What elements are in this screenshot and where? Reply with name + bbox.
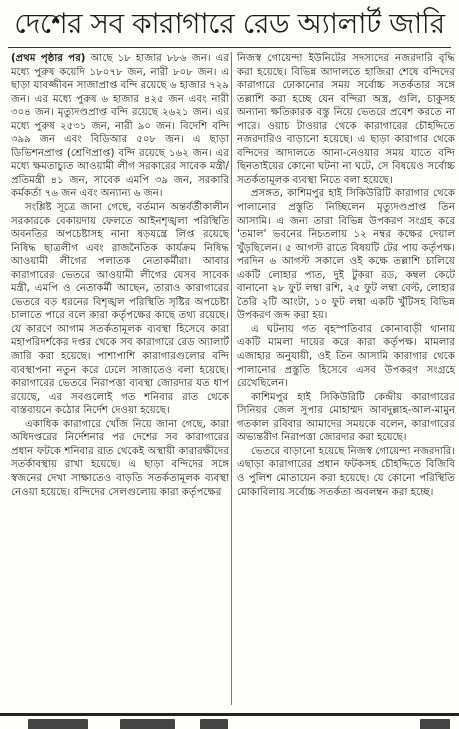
paragraph: সংশ্লিষ্ট সূত্রে জানা গেছে, বর্তমান অন্তর্বর্তীকালীন সরকারকে বেকায়দায় ফেলতে আইনশৃঙ্খলা পরিস্থিতি অবনতির অপচেষ্টাসহ নানা ষড়যন্ত্রে লিপ্ত রয়েছে নিষিদ্ধ ছাত্রলীগ এবং রাজনৈতিক কার্যক্রম নিষিদ্ধ আওয়ামী লীগের পলাতক নেতাকর্মীরা। আবার কারাগারের ভেতরে আওয়ামী লীগের যেসব সাবেক মন্ত্রী, এমপি ও নেতাকর্মী আছেন, তারাও কারাগারের ভেতরে বড় ধরনের বিশৃঙ্খল পরিস্থিতি সৃষ্টির অপচেষ্টা চালাতে পারে বলে কারা কর্তৃপক্ষের কাছে তথ্য রয়েছে। যে কারণে আগাম সতর্কতামূলক ব্যবস্থা হিসেবে কারা মহাপরিদর্শকের দপ্তর থেকে সব কারাগারে রেড অ্যালার্ট জারি করা হয়েছে। পাশাপাশি কারাগারগুলোর বন্দি ব্যবস্থাপনা নতুন করে ঢেলে সাজাতেও বলা হয়েছে। কারাগারের ভেতরে নিরাপত্তা ব্যবস্থা জোরদার যত ধাপ রয়েছে, এর সবগুলোই গত শনিবার রাত থেকে বাস্তবায়নে কঠোর নির্দেশ দেওয়া হয়েছে। [11, 202, 229, 417]
column-divider [231, 52, 232, 705]
paragraph: নিজস্ব গোয়েন্দা ইউনিটের সদস্যদের নজরদারি বৃদ্ধি করা হয়েছে। বিভিন্ন আদালতে হাজিরা শেষে বন্দিদের কারাগারে ঢোকানোর সময় সর্বোচ্চ সতর্কতার সঙ্গে তল্লাশি করা হচ্ছে যেন বন্দিরা অস্ত্র, গুলি, চাকুসহ অন্যান্য ক্ষতিকারক বস্তু নিয়ে ভেতরে প্রবেশ করতে না পারে। ওয়াচ টাওয়ার থেকে কারাগারের চৌহদ্দিতে নজরদারিও বাড়ানো হয়েছে। এ ছাড়া কারাগার থেকে বন্দিদের আদালতে আনা-নেওয়ার সময় যাতে বন্দি ছিনতাইয়ের কোনো ঘটনা না ঘটে, সে বিষয়েও সর্বোচ্চ সতর্কতামূলক ব্যবস্থা নিতে বলা হয়েছে। [237, 53, 455, 186]
next-article-cropped-headline [0, 716, 459, 729]
article-column-left [11, 52, 229, 707]
paragraph: কাশিমপুর হাই সিকিউরিটি কেন্দ্রীয় কারাগারের সিনিয়র জেল সুপার মোহাম্মদ আবদুল্লাহ-আল-মামুন গতকাল রবিবার আমাদের সময়কে বলেন, কারাগারের অভ্যন্তরীণ নিরাপত্তা জোরদার করা হয়েছে। [237, 391, 455, 444]
continuation-marker: (প্রথম পৃষ্ঠার পর) [11, 53, 86, 64]
paragraph: এ ঘটনায় গত বৃহস্পতিবার কোনাবাড়ী থানায় একটি মামলা দায়ের করে কারা কর্তৃপক্ষ। মামলার এজাহার অনুযায়ী, ওই তিন আসামি কারাগার থেকে পালানোর প্রস্তুতি হিসেবে এসব উপকরণ সংগ্রহে রেখেছিলেন। [237, 323, 455, 390]
cropped-text-fragment [200, 719, 228, 729]
paragraph: একাধিক কারাগারে খোঁজ নিয়ে জানা গেছে, কারা অধিদপ্তরের নির্দেশনার পর দেশের সব কারাগারের প্রধান ফটকে শনিবার রাত থেকেই অস্থায়ী কারারক্ষীদের সতর্কাবস্থায় রাখা হয়েছে। এ ছাড়া বন্দিদের সঙ্গে স্বজনের দেখা সাক্ষাতেও বাড়তি সতর্কতামূলক ব্যবস্থা নেওয়া হয়েছে। বন্দিদের সেলগুলোয় কারা কর্তৃপক্ষের [11, 418, 229, 498]
paragraph-text: আছে ১৮ হাজার ৮৮৬ জন। এর মধ্যে পুরুষ কয়েদি ১৮০৭৮ জন, নারী ৮০৮ জন। এ ছাড়া যাবজ্জীবন সাজাপ্রাপ্ত বন্দি রয়েছে ৬ হাজার ৭২৯ জন। এর মধ্যে পুরুষ ৬ হাজার ৪২৫ জন এবং নারী ৩০৪ জন। মৃত্যুদণ্ডপ্রাপ্ত বন্দি রয়েছে ২৬২১ জন। এর মধ্যে পুরুষ ২৫৩১ জন, নারী ৯০ জন। বিদেশি বন্দি ৩৯৯ জন এবং বিডিআর ৫০৮ জন। এ ছাড়া ডিভিশনপ্রাপ্ত (শ্রেণিপ্রাপ্ত) বন্দি রয়েছে ১৬২ জন। এর মধ্যে ক্ষমতাচ্যুত আওয়ামী লীগ সরকারের সাবেক মন্ত্রী/প্রতিমন্ত্রী ৪১ জন, সাবেক এমপি ৩৯ জন, সরকারি কর্মকর্তা ৭৬ জন এবং অন্যান্য ৬ জন। [11, 53, 229, 200]
headline: দেশের সব কারাগারে রেড অ্যালার্ট জারি [14, 7, 445, 40]
headline-rule [8, 47, 451, 48]
paragraph [11, 52, 229, 201]
paragraph: প্রসঙ্গত, কাশিমপুর হাই সিকিউরিটি কারাগার থেকে পালানোর প্রস্তুতি নিচ্ছিলেন মৃত্যুদণ্ডপ্রাপ্ত তিন আসামি। এ জন্য তারা বিভিন্ন উপকরণ সংগ্রহ করে 'তমাল' ভবনের নিচতলায় ১২ নম্বর কক্ষের দেয়াল খুঁড়ছিলেন। ৫ আগস্ট রাতে বিষয়টি টের পায় কর্তৃপক্ষ। পরদিন ৬ আগস্ট সকালে ওই কক্ষে তল্লাশি চালিয়ে একটি লোহার পাত, দুই টুকরা রড, কম্বল কেটে বানানো ২৮ ফুট লম্বা রশি, ২৫ ফুট লম্বা বেল্ট, লোহার তৈরি ২টি আংটা, ১০ ফুট লম্বা একটি খুঁটিসহ বিভিন্ন উপকরণ জব্দ করা হয়। [237, 188, 455, 322]
cropped-text-fragment [120, 719, 175, 729]
cropped-text-fragment [420, 719, 450, 729]
paragraph: ভেতরে বাড়ানো হয়েছে নিজস্ব গোয়েন্দা নজরদারি। এছাড়া কারাগারের প্রধান ফটকসহ চৌহদ্দিতে বিজিবি ও পুলিশ মোতায়েন করা হয়েছে। যে কোনো পরিস্থিতি মোকাবিলায় সর্বোচ্চ সতর্কতা অবলম্বন করা হচ্ছে। [237, 445, 455, 498]
article-column-right [237, 52, 455, 707]
cropped-text-fragment [28, 719, 88, 729]
